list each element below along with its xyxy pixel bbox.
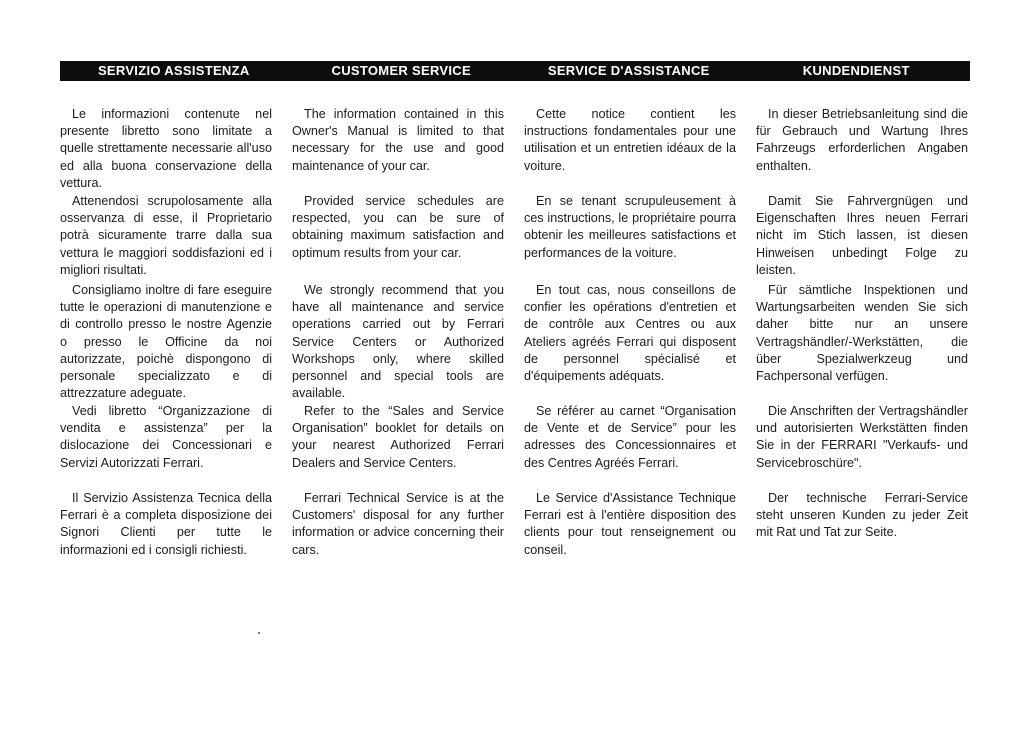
english-paragraph: Provided service schedules are respected, you can be sure of obtaining maximum satisfaction and optimum results from your car.	[292, 194, 504, 260]
header-italian: SERVIZIO ASSISTENZA	[97, 63, 250, 78]
german-paragraph: Die Anschriften der Vertragshändler und autorisierten Werkstätten finden Sie in der FERRARI "Verkaufs- und Servicebroschüre".	[756, 404, 968, 470]
section-header-bar	[60, 61, 970, 81]
german-paragraph: Für sämtliche Inspektionen und Wartungsarbeiten wenden Sie sich daher bitte nur an unsere Vertragshändler/-Werkstätten, die über Spezialwerkzeug und Fachpersonal verfügen.	[756, 283, 968, 384]
german-paragraph: Damit Sie Fahrvergnügen und Eigenschaften Ihres neuen Ferrari nicht im Stich lassen, ist diesen Hinweisen unbedingt Folge zu leisten.	[756, 194, 968, 277]
french-paragraph: Cette notice contient les instructions fondamentales pour une utilisation et un entretien idéaux de la voiture.	[524, 107, 736, 173]
french-paragraph: En se tenant scrupuleusement à ces instructions, le propriétaire pourra obtenir les meilleures satisfactions et performances de la voiture.	[524, 194, 736, 260]
italian-paragraph: Il Servizio Assistenza Tecnica della Ferrari è a completa disposizione dei Signori Clienti per tutte le informazioni ed i consigli richiesti.	[60, 491, 272, 557]
italian-paragraph: Vedi libretto “Organizzazione di vendita e assistenza” per la dislocazione dei Concessionari e Servizi Autorizzati Ferrari.	[60, 404, 272, 470]
german-paragraph: In dieser Betriebsanleitung sind die für Gebrauch und Wartung Ihres Fahrzeugs erforderlichen Angaben enthalten.	[756, 107, 968, 173]
english-paragraph: Refer to the “Sales and Service Organisation” booklet for details on your nearest Authorized Ferrari Dealers and Service Centers.	[292, 404, 504, 470]
english-paragraph: We strongly recommend that you have all maintenance and service operations carried out by Ferrari Service Centers or Authorized Workshops only, where skilled personnel and special tools are available.	[292, 283, 504, 401]
header-french: SERVICE D'ASSISTANCE	[547, 63, 710, 78]
french-paragraph: Le Service d'Assistance Technique Ferrari est à l'entière disposition des clients pour tout renseignement ou conseil.	[524, 491, 736, 557]
italian-paragraph: Le informazioni contenute nel presente libretto sono limitate a quelle strettamente necessarie all'uso ed alla buona conservazione della vettura.	[60, 107, 272, 190]
italian-paragraph: Attenendosi scrupolosamente alla osservanza di esse, il Proprietario potrà sicuramente trarre dalla sua vettura le maggiori soddisfazioni ed i migliori risultati.	[60, 194, 272, 277]
header-german: KUNDENDIENST	[802, 63, 910, 78]
italian-paragraph: Consigliamo inoltre di fare eseguire tutte le operazioni di manutenzione e di controllo presso le nostre Agenzie o presso le Officine da noi autorizzate, poichè dispongono di personale specializzato e di attrezzature adeguate.	[60, 283, 272, 401]
english-paragraph: The information contained in this Owner's Manual is limited to that necessary for the use and good maintenance of your car.	[292, 107, 504, 173]
french-paragraph: Se référer au carnet “Organisation de Vente et de Service” pour les adresses des Concessionnaires et des Centres Agréés Ferrari.	[524, 404, 736, 470]
german-paragraph: Der technische Ferrari-Service steht unseren Kunden zu jeder Zeit mit Rat und Tat zur Seite.	[756, 491, 968, 540]
print-speck	[258, 632, 260, 634]
french-paragraph: En tout cas, nous conseillons de confier les opérations d'entretien et de contrôle aux Centres ou aux Ateliers agréés Ferrari qui disposent de personnel spécialisé et d'équipements adéquats.	[524, 283, 736, 384]
header-english: CUSTOMER SERVICE	[331, 63, 471, 78]
english-paragraph: Ferrari Technical Service is at the Customers' disposal for any further information or advice concerning their cars.	[292, 491, 504, 557]
